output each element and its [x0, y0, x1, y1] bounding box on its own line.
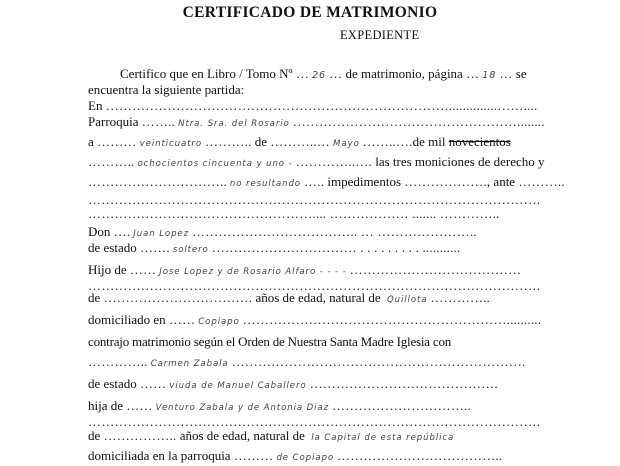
estado-novia-value: viuda de Manuel Caballero [169, 381, 307, 391]
line-impedimentos: ………………………….. no resultando ….. impedimentos ………………., ante ……….. [88, 174, 565, 189]
en-label: En [88, 98, 103, 113]
de-mil-label: de mil [412, 134, 446, 149]
de-label-1: de [254, 134, 268, 149]
line-hija: hija de …… Venturo Zabala y de Antonia Diaz ………………………….. [88, 398, 471, 413]
pagina-label: de matrimonio, página [345, 66, 463, 81]
domicilio-novia-value: de Copiapo [276, 453, 335, 463]
domiciliada-label: domiciliada en la parroquia [88, 448, 231, 463]
moniciones-label: las tres moniciones de derecho y [375, 154, 545, 169]
line-hijo: Hijo de …… Jose Lopez y de Rosario Alfaro - - - - ………………………………… [88, 262, 522, 277]
line-contrajo [88, 334, 534, 350]
certifico-label: Certifico que en Libro / Tomo Nº [120, 66, 293, 81]
de-estado-label-1: de estado [88, 240, 137, 255]
document-subtitle: EXPEDIENTE [340, 28, 420, 42]
line-en: En ……………………………………………………………………..............…….... [88, 98, 538, 113]
se-label: se [515, 66, 527, 81]
line-anio: ……….. ochocientos cincuenta y uno - …………..…. las tres moniciones de derecho y [88, 154, 545, 169]
line-natural-novio: de ……………………………. años de edad, natural de Quillota ………….. [88, 290, 491, 305]
line-parroquia: Parroquia …….. Ntra. Sra. del Rosario ……………………………………………........ [88, 114, 545, 129]
anos-natural-label-2: años de edad, natural de [179, 428, 305, 443]
line-blank-3: …………………………………………………………………………………………. [88, 278, 541, 293]
ante-label: , ante [486, 174, 516, 189]
line-domicilio-novia: domiciliada en la parroquia ……… de Copiapo ……………………………….. [88, 448, 503, 463]
parroquia-label: Parroquia [88, 114, 139, 129]
impedimentos-label: impedimentos [327, 174, 402, 189]
natural-novio-value: Quillota [386, 295, 428, 305]
line-fecha: a ……… veinticuatro ……….. de ………..… Mayo ……..….de mil novecientos [88, 134, 511, 149]
domiciliado-label: domiciliado en [88, 312, 166, 327]
line-blank-1: …………………………………………………………………………………………. [88, 192, 541, 207]
domicilio-novio-value: Copiapo [198, 317, 240, 327]
hija-de-label: hija de [88, 398, 124, 413]
padres-novio-value: Jose Lopez y de Rosario Alfaro - - - - [159, 267, 347, 277]
mes-value: Mayo [333, 139, 360, 149]
impedimento-value: no resultando [229, 179, 301, 189]
line-blank-2: …………………………………………….... ……………… ....... ………….. [88, 206, 500, 221]
padres-novia-value: Venturo Zabala y de Antonia Diaz [155, 403, 330, 413]
line-blank-4: …………………………………………………………………………………………. [88, 414, 541, 429]
line-encuentra [88, 82, 534, 98]
line-libro: Certifico que en Libro / Tomo Nº … 26 … de matrimonio, página … 18 … se [120, 66, 527, 81]
hijo-de-label: Hijo de [88, 262, 127, 277]
novio-value: Juan Lopez [133, 229, 190, 239]
parroquia-value: Ntra. Sra. del Rosario [178, 119, 290, 129]
dia-value: veinticuatro [139, 139, 203, 149]
natural-novia-value: la Capital de esta república [311, 433, 455, 443]
a-label: a [88, 134, 94, 149]
anio-value: ochocientos cincuenta y uno - [137, 159, 293, 169]
libro-value: 26 [312, 70, 327, 81]
line-don: Don …. Juan Lopez ……………………………….. … ………………….. [88, 224, 477, 239]
document-title: CERTIFICADO DE MATRIMONIO [182, 4, 438, 21]
anos-natural-label-1: años de edad, natural de [255, 290, 381, 305]
line-natural-novia: de …………….. años de edad, natural de la Capital de esta república [88, 428, 534, 444]
line-estado-novia: de estado …… viuda de Manuel Caballero ……………………………………. [88, 376, 498, 391]
line-domicilio-novio: domiciliado en …… Copiapo …………………………………………………….......... [88, 312, 542, 327]
de-label-3: de [88, 428, 101, 443]
de-label-2: de [88, 290, 101, 305]
de-estado-label-2: de estado [88, 376, 137, 391]
line-estado-novio: de estado ……. soltero …………………………… . . . . . . . . . ........... [88, 240, 461, 255]
novecientos-struck: novecientos [448, 134, 511, 149]
contrajo-label: contrajo matrimonio según el Orden de Nuestra Santa Madre Iglesia con [88, 334, 452, 349]
novia-value: Carmen Zabala [150, 359, 229, 369]
encuentra-label: encuentra la siguiente partida: [88, 82, 245, 97]
estado-novio-value: soltero [172, 245, 209, 255]
pagina-value: 18 [482, 70, 497, 81]
line-novia: ………….. Carmen Zabala …………………………………………………………. [88, 354, 526, 369]
don-label: Don [88, 224, 111, 239]
